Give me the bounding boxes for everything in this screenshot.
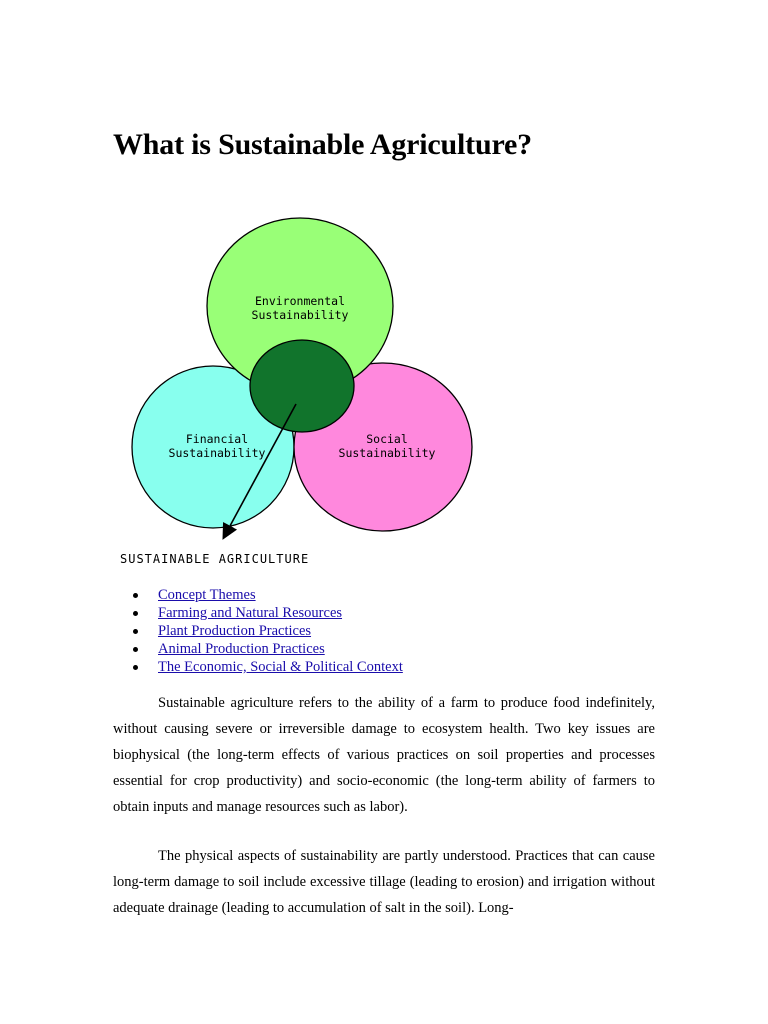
- link-animal-production-practices[interactable]: Animal Production Practices: [158, 641, 325, 657]
- financial-label-line1: Financial: [185, 432, 249, 446]
- link-farming-natural-resources[interactable]: Farming and Natural Resources: [158, 605, 343, 621]
- paragraph-1: Sustainable agriculture refers to the ability of a farm to produce food indefinitely, without causing severe or irreversible damage to ecosystem health. Two key issues are biophysical (the long-term effects of various practices on soil properties and processes essential for crop productivity) and socio-economic (the long-term ability of farmers to obtain inputs and manage resources such as labor).: [113, 695, 655, 815]
- list-item: [130, 658, 403, 676]
- bullet-icon: [133, 629, 138, 634]
- environmental-label-line2: Sustainability: [251, 308, 349, 322]
- link-concept-themes[interactable]: Concept Themes: [158, 587, 256, 603]
- environmental-label-line1: Environmental: [254, 294, 346, 308]
- topic-link-list: [130, 586, 403, 676]
- list-item: [130, 604, 403, 622]
- list-item: [130, 586, 403, 604]
- bullet-icon: [133, 647, 138, 652]
- bullet-icon: [133, 665, 138, 670]
- center-overlap-circle: [250, 340, 354, 432]
- list-item: [130, 640, 403, 658]
- bullet-icon: [133, 593, 138, 598]
- bullet-icon: [133, 611, 138, 616]
- list-item: [130, 622, 403, 640]
- page-title: What is Sustainable Agriculture?: [113, 128, 532, 161]
- paragraph-2: The physical aspects of sustainability are partly understood. Practices that can cause long-term damage to soil include excessive tillage (leading to erosion) and irrigation without adequate drainage (leading to accumulation of salt in the soil). Long-: [113, 848, 655, 916]
- social-label-line1: Social: [366, 432, 408, 446]
- link-plant-production-practices[interactable]: Plant Production Practices: [158, 623, 312, 639]
- diagram-caption: SUSTAINABLE AGRICULTURE: [120, 552, 310, 566]
- social-label-line2: Sustainability: [338, 446, 436, 460]
- financial-label-line2: Sustainability: [168, 446, 266, 460]
- link-economic-social-political-context[interactable]: The Economic, Social & Political Context: [158, 659, 403, 675]
